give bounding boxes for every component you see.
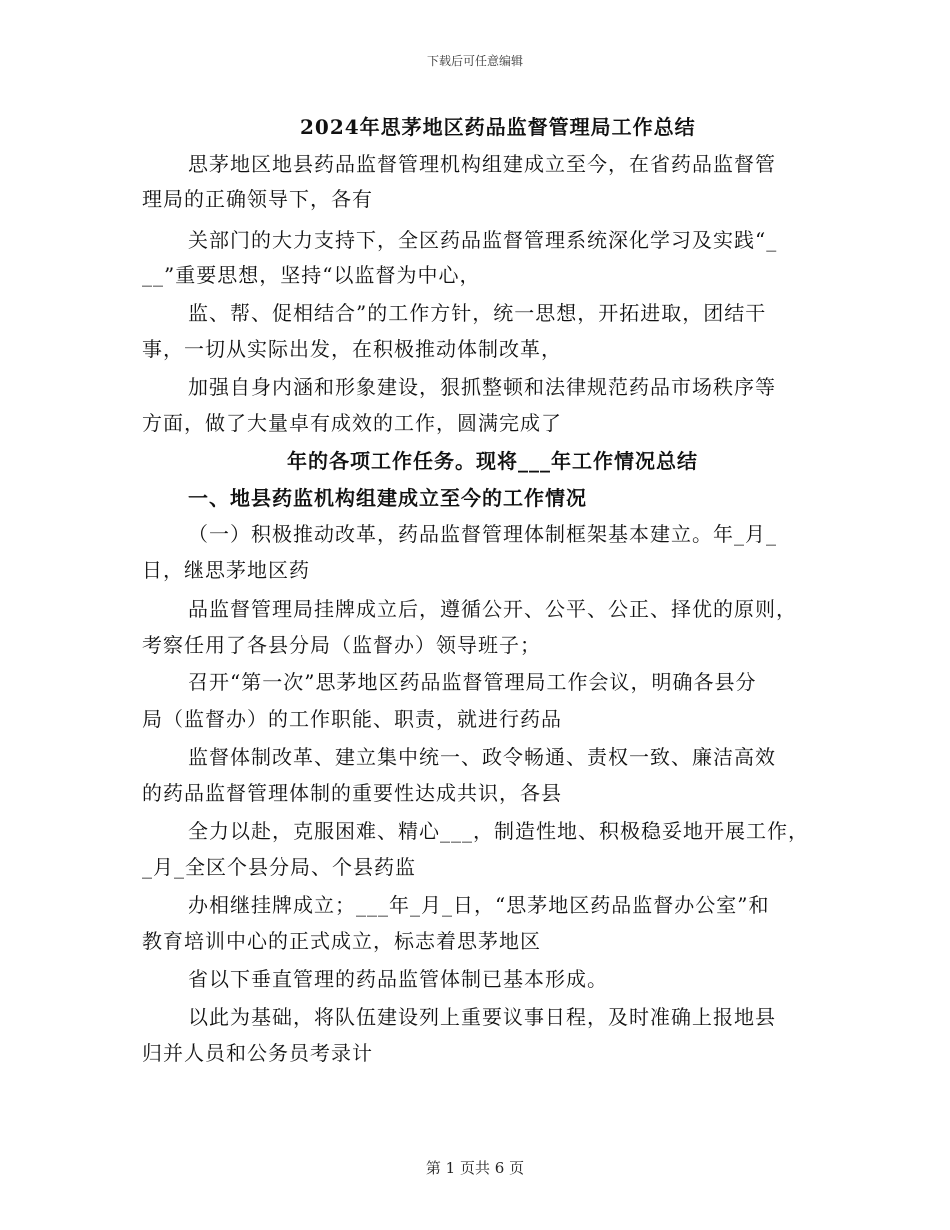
- body-line: 教育培训中心的正式成立，标志着思茅地区: [142, 929, 541, 953]
- body-line: 以此为基础，将队伍建设列上重要议事日程，及时准确上报地县: [188, 1005, 776, 1029]
- header-note: 下载后可任意编辑: [426, 54, 523, 68]
- body-line: （一）积极推动改革，药品监督管理体制框架基本建立。年_月_: [188, 522, 777, 546]
- document-title: 2024年思茅地区药品监督管理局工作总结: [300, 115, 696, 139]
- body-line: 思茅地区地县药品监督管理机构组建成立至今，在省药品监督管: [188, 152, 776, 176]
- body-line: _月_全区个县分局、个县药监: [142, 855, 416, 879]
- body-line: 省以下垂直管理的药品监管体制已基本形成。: [188, 967, 608, 991]
- body-line: 关部门的大力支持下，全区药品监督管理系统深化学习及实践“_: [188, 228, 778, 252]
- body-line: 召开“第一次”思茅地区药品监督管理局工作会议，明确各县分: [188, 670, 757, 694]
- body-line: 考察任用了各县分局（监督办）领导班子；: [142, 633, 541, 657]
- body-line: 加强自身内涵和形象建设，狠抓整顿和法律规范药品市场秩序等: [188, 375, 776, 399]
- body-line: 品监督管理局挂牌成立后，遵循公开、公平、公正、择优的原则，: [188, 597, 797, 621]
- body-line: 办相继挂牌成立；___年_月_日，“思茅地区药品监督办公室”和: [188, 893, 770, 917]
- body-line: 局（监督办）的工作职能、职责，就进行药品: [142, 707, 562, 731]
- body-line: __”重要思想，坚持“以监督为中心，: [142, 263, 481, 287]
- body-line: 监督体制改革、建立集中统一、政令畅通、责权一致、廉洁高效: [188, 745, 776, 769]
- body-line: 日，继思茅地区药: [142, 558, 310, 582]
- page-footer: 第 1 页共 6 页: [425, 1159, 525, 1177]
- body-line: 的药品监督管理体制的重要性达成共识，各县: [142, 781, 562, 805]
- body-line: 事，一切从实际出发，在积极推动体制改革，: [142, 337, 562, 361]
- body-line: 方面，做了大量卓有成效的工作，圆满完成了: [142, 411, 562, 435]
- body-line: 监、帮、促相结合”的工作方针，统一思想，开拓进取，团结干: [188, 301, 767, 325]
- body-line: 理局的正确领导下，各有: [142, 187, 373, 211]
- section-heading: 年的各项工作任务。现将___年工作情况总结: [287, 449, 698, 473]
- body-line: 归并人员和公务员考录计: [142, 1041, 373, 1065]
- section-heading: 一、地县药监机构组建成立至今的工作情况: [188, 486, 587, 510]
- body-line: 全力以赴，克服困难、精心___，制造性地、积极稳妥地开展工作，: [188, 819, 809, 843]
